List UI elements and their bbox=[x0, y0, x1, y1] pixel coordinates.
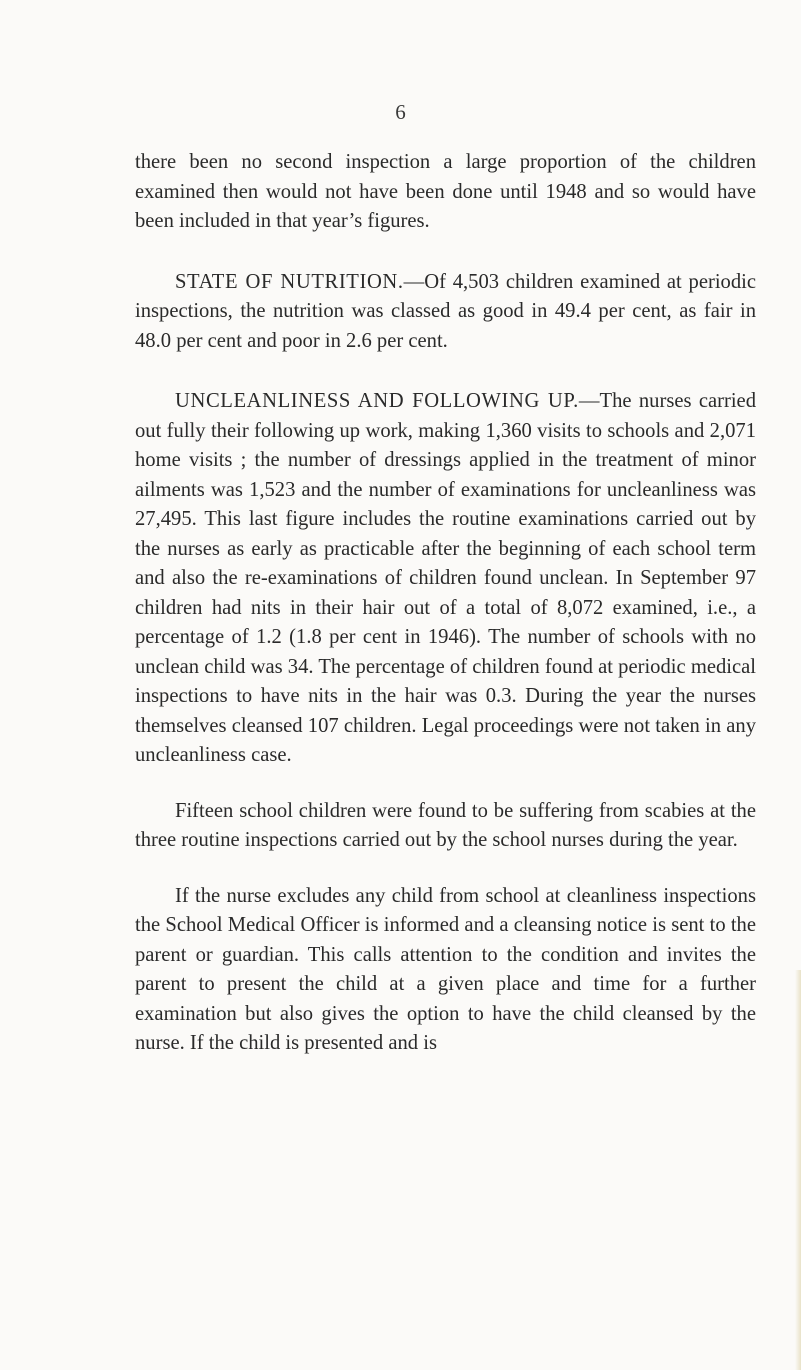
section-heading-nutrition: STATE OF NUTRITION. bbox=[175, 270, 404, 293]
page-number: 6 bbox=[395, 100, 406, 124]
uncleanliness-text: —The nurses carried out fully their following up work, making 1,360 visits to schools and 2,071 home visits ; the number of dressings applied in the treatment of minor ailments was 1,523 and the number of examinations for uncleanliness was 27,495. This last figure includes the routine examinations carried out by the nurses as early as practicable after the beginning of each school term and also the re-examinations of children found unclean. In September 97 children had nits in their hair out of a total of 8,072 examined, i.e., a percentage of 1.2 (1.8 per cent in 1946). The number of schools with no unclean child was 34. The percentage of children found at periodic medical inspections to have nits in the hair was 0.3. During the year the nurses themselves cleansed 107 children. Legal proceedings were not taken in any uncleanliness case. bbox=[135, 390, 756, 766]
section-heading-uncleanliness: UNCLEANLINESS AND FOLLOWING UP. bbox=[175, 390, 579, 412]
paragraph-scabies: Fifteen school children were found to be suffering from scabies at the three routine inspections carried out by the school nurses during the year. bbox=[135, 799, 756, 851]
document-body bbox=[135, 148, 756, 1085]
paragraph-figures-note: there been no second inspection a large proportion of the children examined then would not have been done until 1948 and so would have been included in that year’s figures. bbox=[135, 151, 756, 232]
page-edge-shadow bbox=[795, 970, 801, 1370]
paragraph-uncleanliness bbox=[135, 387, 756, 771]
nutrition-text: —Of 4,503 children examined at periodic inspections, the nutrition was classed as good in 49.4 per cent, as fair in 48.0 per cent and poor in 2.6 per cent. bbox=[135, 270, 756, 352]
paragraph-exclusion-procedure: If the nurse excludes any child from school at cleanliness inspections the School Medical Officer is informed and a cleansing notice is sent to the parent or guardian. This calls attention to the condition and invites the parent to present the child at a given place and time for a further examination but also gives the option to have the child cleansed by the nurse. If the child is presented and is bbox=[135, 884, 756, 1054]
paragraph-state-of-nutrition bbox=[135, 268, 756, 357]
